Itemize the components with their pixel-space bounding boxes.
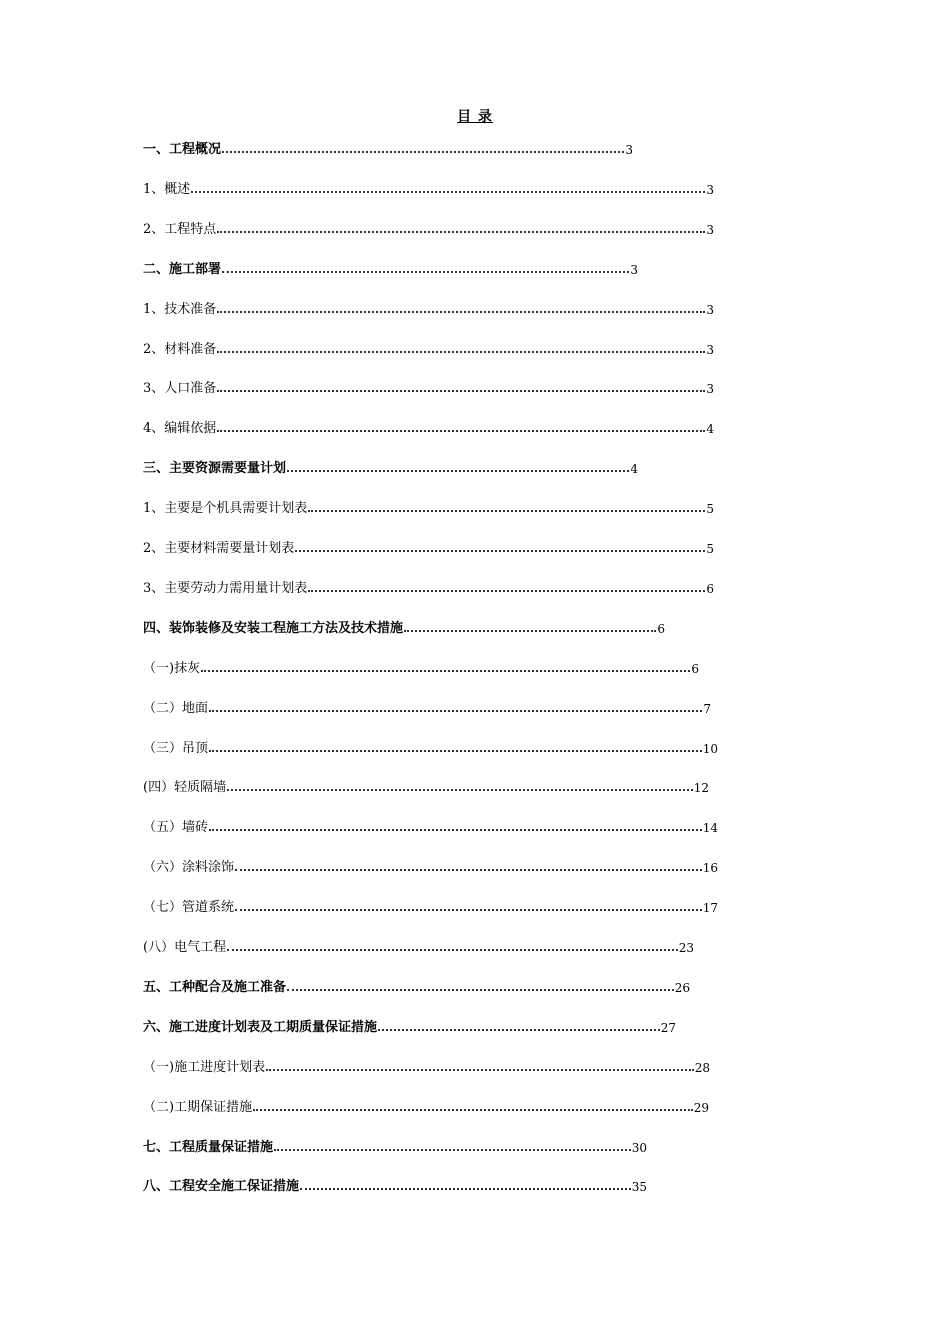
toc-entry[interactable] [143, 1138, 647, 1158]
toc-entry[interactable] [143, 818, 718, 838]
dot-leader [253, 1109, 693, 1111]
toc-entry-page: 3 [630, 262, 638, 277]
toc-entry[interactable] [143, 539, 714, 559]
toc-entry-page: 14 [702, 821, 718, 836]
toc-entry[interactable] [143, 579, 714, 599]
toc-entry-label: 四、装饰装修及安装工程施工方法及技术措施 [143, 620, 404, 636]
toc-entry-label: 一、工程概况 [143, 142, 222, 157]
dot-leader [227, 789, 693, 791]
toc-entry[interactable] [143, 260, 638, 280]
toc-entry-page: 26 [674, 980, 690, 995]
toc-entry[interactable] [143, 778, 709, 798]
dot-leader [235, 909, 702, 911]
toc-entry-label: （二)工期保证措施 [143, 1099, 253, 1115]
toc-entry[interactable] [143, 978, 690, 998]
toc-entry[interactable] [143, 898, 718, 918]
toc-entry-label: 3、人口准备 [143, 381, 217, 397]
toc-entry[interactable] [143, 739, 718, 759]
toc-entry[interactable] [143, 659, 699, 679]
toc-entry-page: 3 [706, 222, 714, 237]
toc-entry[interactable] [143, 180, 714, 200]
toc-entry-label: 二、施工部署 [143, 261, 222, 277]
dot-leader [222, 271, 629, 273]
dot-leader [209, 710, 702, 712]
toc-entry-label: （一)施工进度计划表 [143, 1059, 266, 1075]
toc-entry-label: (八）电气工程 [143, 940, 227, 955]
toc-entry-label: 1、概述 [143, 181, 191, 197]
toc-entry-page: 29 [693, 1100, 709, 1115]
toc-entry[interactable] [143, 300, 714, 320]
toc-entry[interactable] [143, 459, 638, 479]
toc-entry-label: 1、主要是个机具需要计划表 [143, 501, 308, 517]
toc-entry-label: （七）管道系统 [143, 900, 235, 916]
toc-entry-label: （六）涂料涂饰 [143, 860, 235, 876]
toc-entry-label: （五）墙砖 [143, 820, 209, 836]
dot-leader [266, 1069, 694, 1071]
toc-entry-page: 5 [706, 542, 714, 556]
toc-entry-page: 6 [691, 661, 699, 676]
toc-entry-label: 2、工程特点 [143, 221, 217, 237]
toc-entry-label: 三、主要资源需要量计划 [143, 461, 287, 477]
toc-entry-label: 六、施工进度计划表及工期质量保证措施 [143, 1019, 378, 1035]
dot-leader [217, 390, 705, 392]
dot-leader [308, 510, 705, 512]
toc-entry-label: （一)抹灰 [143, 660, 201, 676]
dot-leader [287, 470, 629, 472]
toc-entry[interactable] [143, 1177, 647, 1197]
toc-entry[interactable] [143, 220, 714, 240]
toc-entry-page: 5 [706, 502, 714, 517]
toc-entry[interactable] [143, 419, 714, 439]
dot-leader [209, 750, 702, 752]
toc-entry-page: 23 [678, 941, 694, 955]
toc-entry-label: 七、工程质量保证措施 [143, 1139, 274, 1155]
dot-leader [378, 1029, 660, 1031]
toc-entry-page: 6 [657, 621, 665, 636]
toc-entry-page: 10 [702, 741, 718, 756]
toc-entry-page: 4 [706, 422, 714, 437]
toc-entry[interactable] [143, 1058, 710, 1078]
toc-entry-label: 3、主要劳动力需用量计划表 [143, 580, 308, 596]
dot-leader [235, 869, 702, 871]
dot-leader [295, 550, 705, 552]
toc-entry[interactable] [143, 1018, 676, 1038]
toc-entry[interactable] [143, 699, 711, 719]
toc-entry[interactable] [143, 619, 665, 639]
toc-entry-label: 2、主要材料需要量计划表 [143, 541, 295, 556]
toc-title: 目 录 [457, 109, 493, 125]
dot-leader [300, 1188, 631, 1190]
dot-leader [308, 590, 705, 592]
toc-entry-page: 4 [630, 462, 638, 477]
toc-entry-label: 2、材料准备 [143, 341, 217, 357]
dot-leader [217, 311, 705, 313]
dot-leader [217, 231, 705, 233]
toc-entry-page: 12 [693, 781, 709, 796]
toc-entry-page: 6 [706, 581, 714, 596]
toc-entry-page: 3 [706, 382, 714, 397]
toc-entry-label: (四）轻质隔墙 [143, 780, 227, 796]
dot-leader [191, 191, 705, 193]
dot-leader [201, 670, 690, 672]
toc-entry-page: 28 [694, 1060, 710, 1075]
toc-entry-page: 17 [702, 901, 718, 916]
dot-leader [209, 829, 702, 831]
dot-leader [287, 989, 674, 991]
toc-entry-label: 4、编辑依据 [143, 421, 217, 437]
toc-entry-label: 五、工种配合及施工准备 [143, 979, 287, 995]
toc-entry[interactable] [143, 1098, 709, 1118]
dot-leader [404, 630, 656, 632]
toc-entry[interactable] [143, 858, 718, 878]
toc-entry-page: 30 [631, 1140, 647, 1155]
toc-entry-page: 3 [706, 342, 714, 357]
dot-leader [217, 430, 705, 432]
toc-entry[interactable] [143, 379, 714, 399]
toc-entry-label: 1、技术准备 [143, 301, 217, 317]
dot-leader [222, 151, 624, 153]
toc-entry[interactable] [143, 499, 714, 519]
dot-leader [217, 351, 705, 353]
dot-leader [227, 949, 678, 951]
toc-entry-page: 27 [660, 1020, 676, 1035]
toc-entry-label: （二）地面 [143, 700, 209, 716]
toc-entry-page: 35 [631, 1180, 647, 1195]
toc-entry-label: 八、工程安全施工保证措施 [143, 1179, 300, 1195]
toc-entry[interactable] [143, 938, 694, 958]
toc-entry-page: 16 [702, 861, 718, 876]
toc-entry-page: 3 [625, 143, 633, 157]
toc-entry[interactable] [143, 140, 633, 160]
toc-entry-page: 3 [706, 302, 714, 317]
toc-entry-label: （三）吊顶 [143, 740, 209, 756]
dot-leader [274, 1149, 631, 1151]
toc-entry-page: 3 [706, 182, 714, 197]
toc-entry[interactable] [143, 340, 714, 360]
toc-entry-page: 7 [703, 701, 711, 716]
